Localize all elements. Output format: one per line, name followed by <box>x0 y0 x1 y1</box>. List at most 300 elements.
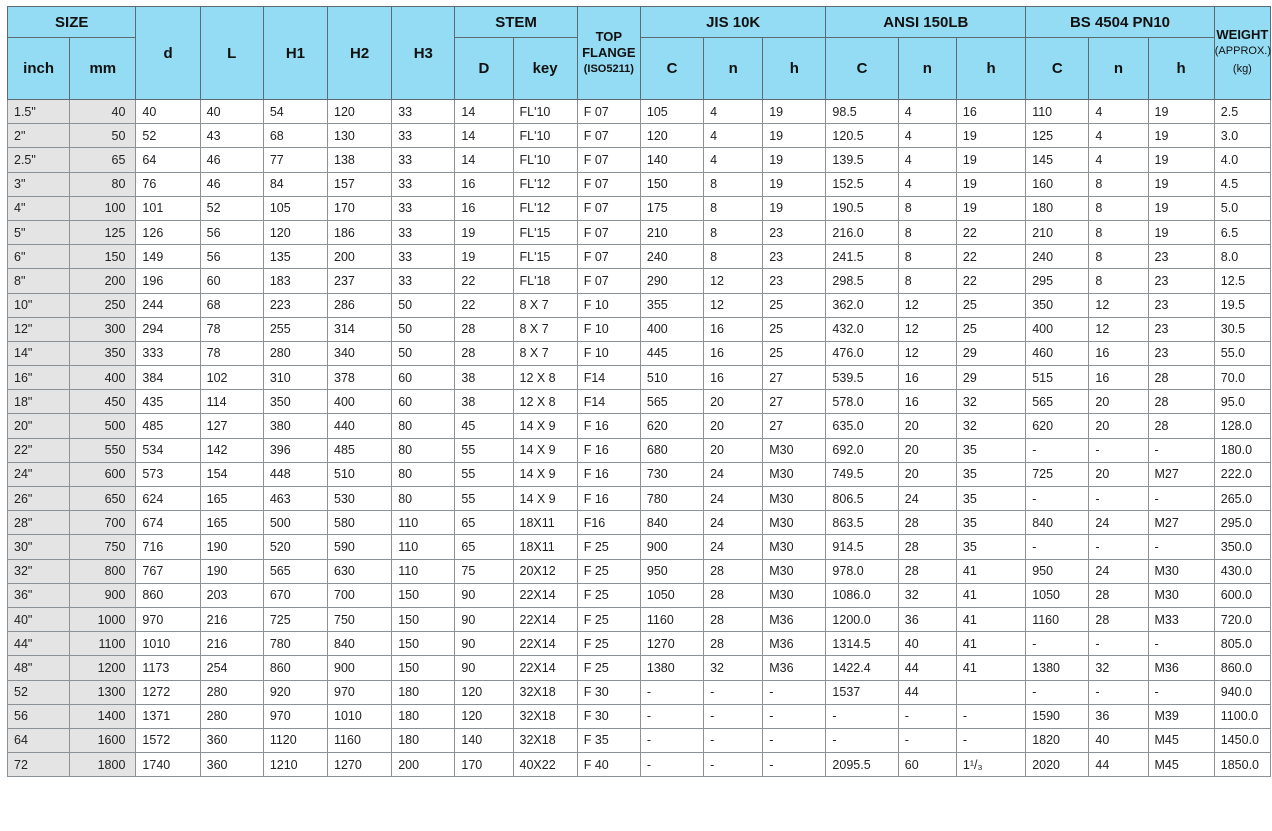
cell-ansi-C: 978.0 <box>826 559 898 583</box>
cell-jis-n: 4 <box>704 124 763 148</box>
cell-jis-n: 8 <box>704 196 763 220</box>
valve-dimension-table <box>7 6 1271 777</box>
cell-jis-C: 1270 <box>640 632 703 656</box>
cell-L: 154 <box>200 462 263 486</box>
cell-bs-C: 1160 <box>1026 607 1089 631</box>
cell-top-flange: F 30 <box>577 680 640 704</box>
cell-stem-key: 32X18 <box>513 680 577 704</box>
cell-inch: 18" <box>8 390 70 414</box>
cell-ansi-h: 22 <box>956 269 1025 293</box>
cell-jis-C: 680 <box>640 438 703 462</box>
cell-ansi-C: 1422.4 <box>826 656 898 680</box>
cell-bs-h: - <box>1148 487 1214 511</box>
cell-inch: 4" <box>8 196 70 220</box>
cell-d: 149 <box>136 245 200 269</box>
table-row <box>8 462 1271 486</box>
cell-jis-n: 16 <box>704 341 763 365</box>
cell-top-flange: F 25 <box>577 656 640 680</box>
cell-jis-C: - <box>640 704 703 728</box>
table-row <box>8 245 1271 269</box>
table-row <box>8 317 1271 341</box>
cell-weight: 805.0 <box>1214 632 1270 656</box>
table-row <box>8 559 1271 583</box>
cell-L: 78 <box>200 341 263 365</box>
cell-top-flange: F14 <box>577 366 640 390</box>
cell-L: 46 <box>200 172 263 196</box>
cell-bs-n: 4 <box>1089 148 1148 172</box>
cell-weight: 265.0 <box>1214 487 1270 511</box>
cell-stem-D: 38 <box>455 390 513 414</box>
cell-mm: 700 <box>70 511 136 535</box>
inch-header: inch <box>8 38 70 100</box>
cell-top-flange: F 07 <box>577 269 640 293</box>
cell-inch: 44" <box>8 632 70 656</box>
cell-inch: 14" <box>8 341 70 365</box>
cell-d: 196 <box>136 269 200 293</box>
cell-jis-C: 240 <box>640 245 703 269</box>
cell-ansi-C: 539.5 <box>826 366 898 390</box>
cell-inch: 5" <box>8 220 70 244</box>
cell-bs-h: 23 <box>1148 245 1214 269</box>
cell-inch: 2.5" <box>8 148 70 172</box>
cell-inch: 22" <box>8 438 70 462</box>
cell-top-flange: F 07 <box>577 220 640 244</box>
cell-stem-key: 14 X 9 <box>513 414 577 438</box>
cell-H1: 1210 <box>263 753 327 777</box>
cell-ansi-C: 1314.5 <box>826 632 898 656</box>
cell-bs-h: M33 <box>1148 607 1214 631</box>
cell-bs-C: 110 <box>1026 100 1089 124</box>
cell-H1: 1120 <box>263 728 327 752</box>
cell-jis-h: 27 <box>763 390 826 414</box>
table-row <box>8 220 1271 244</box>
table-row <box>8 366 1271 390</box>
size-header: SIZE <box>8 7 136 38</box>
cell-jis-n: 20 <box>704 414 763 438</box>
cell-ansi-h: 32 <box>956 390 1025 414</box>
cell-jis-C: 175 <box>640 196 703 220</box>
cell-H1: 396 <box>263 438 327 462</box>
table-row <box>8 172 1271 196</box>
cell-ansi-C: 692.0 <box>826 438 898 462</box>
cell-jis-C: 105 <box>640 100 703 124</box>
cell-weight: 30.5 <box>1214 317 1270 341</box>
cell-inch: 12" <box>8 317 70 341</box>
cell-ansi-C: 2095.5 <box>826 753 898 777</box>
table-row <box>8 753 1271 777</box>
cell-H3: 60 <box>392 390 455 414</box>
cell-ansi-h: 22 <box>956 245 1025 269</box>
cell-ansi-n: 44 <box>898 656 956 680</box>
cell-L: 280 <box>200 704 263 728</box>
cell-jis-C: 510 <box>640 366 703 390</box>
cell-jis-h: M36 <box>763 607 826 631</box>
cell-ansi-n: 20 <box>898 414 956 438</box>
cell-ansi-h: 41 <box>956 583 1025 607</box>
cell-stem-key: 22X14 <box>513 632 577 656</box>
stem-D-header: D <box>455 38 513 100</box>
cell-H3: 150 <box>392 583 455 607</box>
cell-ansi-h: 41 <box>956 607 1025 631</box>
cell-inch: 56 <box>8 704 70 728</box>
cell-stem-D: 14 <box>455 124 513 148</box>
cell-mm: 1000 <box>70 607 136 631</box>
cell-stem-D: 55 <box>455 438 513 462</box>
cell-bs-C: 295 <box>1026 269 1089 293</box>
cell-jis-n: 28 <box>704 607 763 631</box>
cell-jis-C: 355 <box>640 293 703 317</box>
cell-bs-n: 44 <box>1089 753 1148 777</box>
cell-weight: 4.0 <box>1214 148 1270 172</box>
cell-bs-n: 12 <box>1089 317 1148 341</box>
cell-H2: 138 <box>328 148 392 172</box>
cell-top-flange: F 10 <box>577 341 640 365</box>
d-header: d <box>136 7 200 100</box>
cell-jis-C: 1160 <box>640 607 703 631</box>
cell-ansi-C: 806.5 <box>826 487 898 511</box>
table-row <box>8 148 1271 172</box>
cell-top-flange: F 25 <box>577 583 640 607</box>
table-row <box>8 728 1271 752</box>
cell-inch: 10" <box>8 293 70 317</box>
cell-bs-h: 23 <box>1148 293 1214 317</box>
cell-ansi-C: 635.0 <box>826 414 898 438</box>
cell-top-flange: F 16 <box>577 438 640 462</box>
cell-d: 485 <box>136 414 200 438</box>
jis-header: JIS 10K <box>640 7 826 38</box>
cell-stem-D: 19 <box>455 245 513 269</box>
cell-ansi-C: 241.5 <box>826 245 898 269</box>
cell-stem-D: 90 <box>455 632 513 656</box>
cell-top-flange: F 07 <box>577 124 640 148</box>
cell-mm: 1200 <box>70 656 136 680</box>
cell-L: 78 <box>200 317 263 341</box>
cell-ansi-C: 1200.0 <box>826 607 898 631</box>
cell-H1: 120 <box>263 220 327 244</box>
cell-stem-D: 22 <box>455 293 513 317</box>
cell-stem-key: 40X22 <box>513 753 577 777</box>
cell-inch: 36" <box>8 583 70 607</box>
cell-inch: 3" <box>8 172 70 196</box>
cell-H3: 33 <box>392 220 455 244</box>
cell-weight: 350.0 <box>1214 535 1270 559</box>
cell-L: 68 <box>200 293 263 317</box>
cell-ansi-h: 29 <box>956 366 1025 390</box>
cell-H2: 440 <box>328 414 392 438</box>
jis-h-header: h <box>763 38 826 100</box>
table-row <box>8 100 1271 124</box>
table-row <box>8 607 1271 631</box>
cell-jis-h: 23 <box>763 220 826 244</box>
cell-ansi-h: 25 <box>956 317 1025 341</box>
cell-ansi-C: 578.0 <box>826 390 898 414</box>
cell-top-flange: F 07 <box>577 245 640 269</box>
cell-weight: 55.0 <box>1214 341 1270 365</box>
cell-jis-C: 290 <box>640 269 703 293</box>
cell-ansi-C: 476.0 <box>826 341 898 365</box>
table-row <box>8 438 1271 462</box>
bs-header: BS 4504 PN10 <box>1026 7 1215 38</box>
cell-ansi-h: 41 <box>956 632 1025 656</box>
cell-mm: 100 <box>70 196 136 220</box>
cell-jis-C: 840 <box>640 511 703 535</box>
cell-stem-D: 90 <box>455 656 513 680</box>
cell-bs-C: 125 <box>1026 124 1089 148</box>
cell-stem-key: FL'10 <box>513 100 577 124</box>
jis-C-header: C <box>640 38 703 100</box>
cell-inch: 2" <box>8 124 70 148</box>
cell-L: 60 <box>200 269 263 293</box>
cell-d: 435 <box>136 390 200 414</box>
cell-jis-C: 1050 <box>640 583 703 607</box>
cell-L: 165 <box>200 487 263 511</box>
cell-ansi-C: 152.5 <box>826 172 898 196</box>
top-flange-line2: FLANGE <box>582 45 636 60</box>
cell-H1: 350 <box>263 390 327 414</box>
cell-ansi-h: 35 <box>956 487 1025 511</box>
cell-top-flange: F 16 <box>577 487 640 511</box>
cell-top-flange: F 10 <box>577 317 640 341</box>
cell-inch: 16" <box>8 366 70 390</box>
cell-jis-n: 24 <box>704 462 763 486</box>
cell-mm: 1100 <box>70 632 136 656</box>
cell-H2: 400 <box>328 390 392 414</box>
cell-H3: 150 <box>392 607 455 631</box>
cell-H2: 590 <box>328 535 392 559</box>
cell-d: 333 <box>136 341 200 365</box>
table-row <box>8 656 1271 680</box>
cell-jis-n: - <box>704 704 763 728</box>
cell-stem-D: 28 <box>455 341 513 365</box>
cell-mm: 550 <box>70 438 136 462</box>
mm-header: mm <box>70 38 136 100</box>
cell-d: 624 <box>136 487 200 511</box>
cell-jis-n: 24 <box>704 487 763 511</box>
cell-H1: 500 <box>263 511 327 535</box>
cell-top-flange: F16 <box>577 511 640 535</box>
cell-stem-D: 140 <box>455 728 513 752</box>
cell-mm: 750 <box>70 535 136 559</box>
table-row <box>8 414 1271 438</box>
cell-H2: 1270 <box>328 753 392 777</box>
cell-stem-key: 18X11 <box>513 511 577 535</box>
cell-H1: 280 <box>263 341 327 365</box>
cell-ansi-h: 19 <box>956 172 1025 196</box>
cell-top-flange: F 25 <box>577 535 640 559</box>
cell-ansi-h <box>956 680 1025 704</box>
ansi-n-header: n <box>898 38 956 100</box>
cell-stem-D: 120 <box>455 680 513 704</box>
cell-bs-C: 145 <box>1026 148 1089 172</box>
cell-stem-D: 19 <box>455 220 513 244</box>
cell-stem-D: 120 <box>455 704 513 728</box>
cell-ansi-n: 12 <box>898 317 956 341</box>
cell-ansi-n: 36 <box>898 607 956 631</box>
cell-jis-h: 25 <box>763 293 826 317</box>
cell-H2: 237 <box>328 269 392 293</box>
cell-ansi-C: 749.5 <box>826 462 898 486</box>
cell-bs-h: 19 <box>1148 220 1214 244</box>
cell-H3: 33 <box>392 172 455 196</box>
cell-bs-C: - <box>1026 680 1089 704</box>
cell-L: 216 <box>200 607 263 631</box>
cell-ansi-h: 16 <box>956 100 1025 124</box>
cell-bs-C: 1590 <box>1026 704 1089 728</box>
cell-mm: 150 <box>70 245 136 269</box>
cell-H2: 580 <box>328 511 392 535</box>
cell-ansi-C: - <box>826 728 898 752</box>
cell-inch: 26" <box>8 487 70 511</box>
cell-mm: 800 <box>70 559 136 583</box>
cell-ansi-h: 1¹/₃ <box>956 753 1025 777</box>
cell-jis-n: 16 <box>704 366 763 390</box>
cell-mm: 1600 <box>70 728 136 752</box>
cell-bs-n: - <box>1089 535 1148 559</box>
ansi-C-header: C <box>826 38 898 100</box>
cell-H3: 60 <box>392 366 455 390</box>
cell-H1: 970 <box>263 704 327 728</box>
cell-jis-n: 32 <box>704 656 763 680</box>
cell-ansi-h: 41 <box>956 559 1025 583</box>
cell-bs-h: M45 <box>1148 753 1214 777</box>
cell-L: 40 <box>200 100 263 124</box>
cell-H3: 50 <box>392 341 455 365</box>
cell-H3: 200 <box>392 753 455 777</box>
cell-ansi-C: 139.5 <box>826 148 898 172</box>
cell-jis-n: 16 <box>704 317 763 341</box>
cell-stem-key: 22X14 <box>513 656 577 680</box>
cell-jis-h: 23 <box>763 269 826 293</box>
cell-bs-n: 8 <box>1089 196 1148 220</box>
cell-jis-n: 28 <box>704 559 763 583</box>
cell-jis-C: 210 <box>640 220 703 244</box>
cell-L: 203 <box>200 583 263 607</box>
cell-H1: 920 <box>263 680 327 704</box>
cell-top-flange: F 07 <box>577 172 640 196</box>
cell-H2: 530 <box>328 487 392 511</box>
cell-d: 52 <box>136 124 200 148</box>
cell-H3: 50 <box>392 293 455 317</box>
cell-ansi-h: 35 <box>956 535 1025 559</box>
cell-jis-C: 150 <box>640 172 703 196</box>
cell-H1: 860 <box>263 656 327 680</box>
cell-ansi-n: 44 <box>898 680 956 704</box>
cell-weight: 19.5 <box>1214 293 1270 317</box>
cell-top-flange: F 35 <box>577 728 640 752</box>
cell-stem-key: 14 X 9 <box>513 487 577 511</box>
cell-bs-h: M30 <box>1148 583 1214 607</box>
cell-H3: 110 <box>392 559 455 583</box>
cell-H1: 565 <box>263 559 327 583</box>
cell-weight: 4.5 <box>1214 172 1270 196</box>
table-row <box>8 680 1271 704</box>
cell-H3: 150 <box>392 632 455 656</box>
cell-ansi-h: - <box>956 728 1025 752</box>
cell-H3: 33 <box>392 100 455 124</box>
cell-bs-C: 840 <box>1026 511 1089 535</box>
weight-header <box>1214 7 1270 100</box>
cell-bs-C: 950 <box>1026 559 1089 583</box>
top-flange-standard: (ISO5211) <box>583 63 634 75</box>
cell-bs-C: 1820 <box>1026 728 1089 752</box>
table-row <box>8 511 1271 535</box>
cell-ansi-C: 216.0 <box>826 220 898 244</box>
cell-H3: 80 <box>392 414 455 438</box>
cell-jis-n: 20 <box>704 438 763 462</box>
cell-bs-n: 20 <box>1089 390 1148 414</box>
L-header: L <box>200 7 263 100</box>
cell-jis-n: 28 <box>704 632 763 656</box>
cell-ansi-n: 8 <box>898 196 956 220</box>
cell-jis-h: - <box>763 704 826 728</box>
cell-d: 76 <box>136 172 200 196</box>
cell-jis-n: 24 <box>704 535 763 559</box>
cell-bs-h: 28 <box>1148 366 1214 390</box>
cell-inch: 40" <box>8 607 70 631</box>
cell-bs-h: - <box>1148 632 1214 656</box>
cell-L: 56 <box>200 245 263 269</box>
cell-jis-C: 780 <box>640 487 703 511</box>
cell-ansi-h: 35 <box>956 462 1025 486</box>
cell-top-flange: F 16 <box>577 414 640 438</box>
cell-bs-n: 16 <box>1089 341 1148 365</box>
cell-bs-C: 565 <box>1026 390 1089 414</box>
cell-L: 190 <box>200 559 263 583</box>
cell-stem-key: FL'15 <box>513 245 577 269</box>
cell-bs-h: - <box>1148 438 1214 462</box>
cell-d: 126 <box>136 220 200 244</box>
cell-bs-h: 19 <box>1148 172 1214 196</box>
cell-H3: 180 <box>392 704 455 728</box>
cell-jis-h: M30 <box>763 559 826 583</box>
cell-ansi-h: - <box>956 704 1025 728</box>
cell-jis-n: 8 <box>704 245 763 269</box>
cell-mm: 900 <box>70 583 136 607</box>
table-row <box>8 535 1271 559</box>
cell-H3: 150 <box>392 656 455 680</box>
cell-d: 40 <box>136 100 200 124</box>
cell-jis-n: 4 <box>704 100 763 124</box>
cell-H1: 105 <box>263 196 327 220</box>
cell-bs-C: 160 <box>1026 172 1089 196</box>
cell-L: 142 <box>200 438 263 462</box>
cell-H3: 33 <box>392 148 455 172</box>
table-row <box>8 632 1271 656</box>
cell-L: 127 <box>200 414 263 438</box>
cell-top-flange: F 30 <box>577 704 640 728</box>
cell-stem-key: 14 X 9 <box>513 438 577 462</box>
cell-L: 56 <box>200 220 263 244</box>
cell-L: 190 <box>200 535 263 559</box>
cell-bs-n: 8 <box>1089 220 1148 244</box>
H2-header: H2 <box>328 7 392 100</box>
cell-bs-C: 460 <box>1026 341 1089 365</box>
cell-jis-C: 120 <box>640 124 703 148</box>
cell-bs-h: 19 <box>1148 124 1214 148</box>
cell-L: 360 <box>200 753 263 777</box>
cell-bs-C: 2020 <box>1026 753 1089 777</box>
cell-d: 101 <box>136 196 200 220</box>
cell-jis-n: - <box>704 753 763 777</box>
cell-inch: 48" <box>8 656 70 680</box>
cell-jis-n: - <box>704 728 763 752</box>
cell-stem-key: 22X14 <box>513 607 577 631</box>
cell-inch: 6" <box>8 245 70 269</box>
top-flange-line1: TOP <box>595 29 623 44</box>
stem-header: STEM <box>455 7 577 38</box>
cell-d: 674 <box>136 511 200 535</box>
cell-jis-C: 900 <box>640 535 703 559</box>
